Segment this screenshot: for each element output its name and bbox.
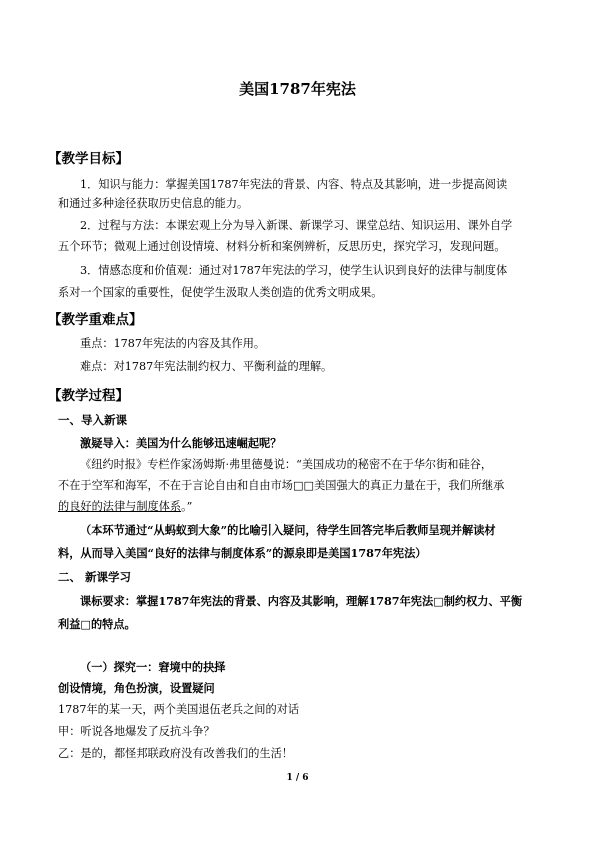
goal-2-line-1: 2．过程与方法：本课宏观上分为导入新课、新课学习、课堂总结、知识运用、课外自学 (80, 219, 513, 232)
goal-2-line-2: 五个环节；微观上通过创设情境、材料分析和案例辨析，反思历史，探究学习，发现问题。 (58, 240, 506, 253)
subsection-intro-title: 一、导入新课 (58, 413, 127, 427)
intro-question: 激疑导入：美国为什么能够迅速崛起呢？ (80, 436, 282, 450)
goal-3-line-1: 3．情感态度和价值观：通过对1787年宪法的学习，使学生认识到良好的法律与制度体 (80, 264, 508, 277)
dialogue-intro: 1787年的某一天，两个美国退伍老兵之间的对话 (58, 703, 300, 716)
page-title: 美国1787年宪法 (239, 80, 356, 98)
curriculum-requirement-line-1: 课标要求：掌握1787年宪法的背景、内容及其影响，理解1787年宪法□制约权力、平衡 (80, 594, 523, 608)
quote-end: 。” (181, 500, 193, 513)
goal-1-line-2: 和通过多种途径获取历史信息的能力。 (58, 197, 249, 210)
intro-note-line-1: （本环节通过“从蚂蚁到大象”的比喻引入疑问，待学生回答完毕后教师呈现并解读材 (80, 523, 496, 537)
dialogue-line-a: 甲：听说各地爆发了反抗斗争？ (58, 725, 215, 738)
section-heading-key-points: 【教学重难点】 (48, 312, 143, 328)
section-heading-goals: 【教学目标】 (48, 151, 129, 167)
quote-underlined-phrase: 的良好的法律与制度体系 (58, 500, 182, 513)
scenario-setup: 创设情境，角色扮演，设置疑问 (58, 681, 215, 695)
difficult-point: 难点：对1787年宪法制约权力、平衡利益的理解。 (80, 360, 333, 373)
curriculum-requirement-line-2: 利益□的特点。 (58, 617, 136, 631)
section-heading-process: 【教学过程】 (48, 388, 129, 404)
quote-line-1: 《纽约时报》专栏作家汤姆斯·弗里德曼说：“美国成功的秘密不在于华尔街和硅谷， (80, 458, 493, 471)
dialogue-line-b: 乙：是的，都怪邦联政府没有改善我们的生活！ (58, 747, 293, 760)
quote-line-2: 不在于空军和海军，不在于言论自由和自由市场□□美国强大的真正力量在于，我们所继承 (58, 479, 505, 492)
key-point: 重点：1787年宪法的内容及其作用。 (80, 337, 266, 350)
quote-line-3 (58, 500, 538, 514)
subsection-new-lesson-title: 二、 新课学习 (58, 570, 132, 584)
goal-3-line-2: 系对一个国家的重要性，促使学生汲取人类创造的优秀文明成果。 (58, 286, 383, 299)
exploration-1-title: （一）探究一：窘境中的抉择 (80, 660, 226, 674)
goal-1-line-1: 1．知识与能力：掌握美国1787年宪法的背景、内容、特点及其影响，进一步提高阅读 (80, 178, 508, 191)
page-number: 1 / 6 (286, 773, 309, 783)
intro-note-line-2: 料，从而导入美国“良好的法律与制度体系”的源泉即是美国1787年宪法） (58, 546, 427, 560)
